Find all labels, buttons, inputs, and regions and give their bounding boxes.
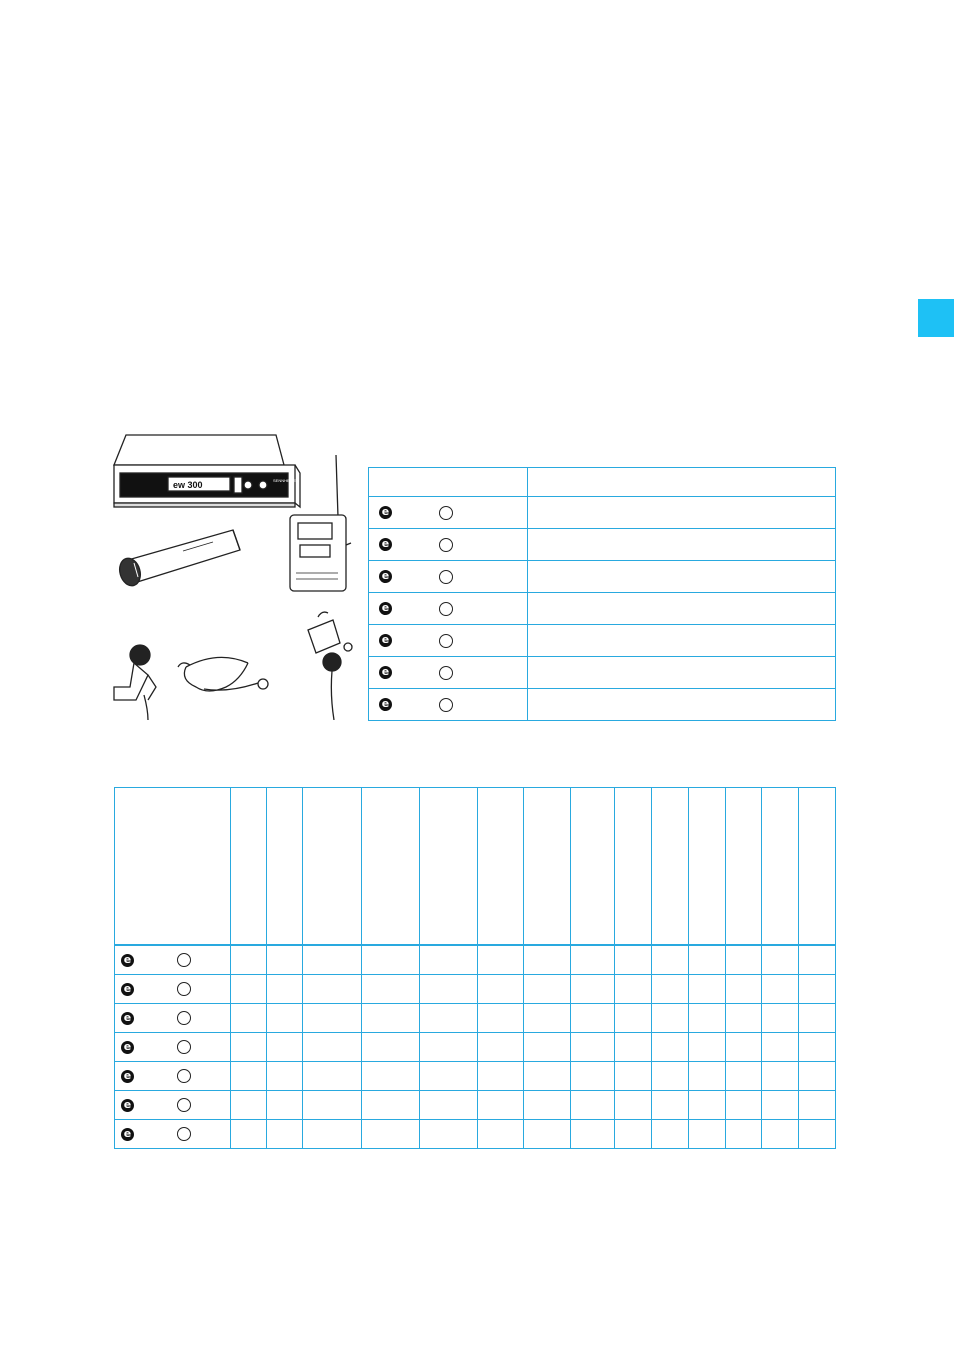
table-cell xyxy=(528,561,836,593)
matrix-cell xyxy=(115,1033,231,1062)
matrix-cell xyxy=(652,1091,688,1120)
table-row xyxy=(369,529,836,561)
table-cell xyxy=(528,497,836,529)
ring-icon xyxy=(177,1127,191,1141)
matrix-header-cell xyxy=(725,788,761,946)
model-mark xyxy=(115,1069,230,1083)
matrix-cell xyxy=(615,1091,652,1120)
matrix-cell xyxy=(688,1062,725,1091)
matrix-cell xyxy=(267,1033,303,1062)
rack-receiver-icon xyxy=(114,435,300,507)
matrix-cell xyxy=(361,1120,420,1149)
matrix-cell xyxy=(570,975,615,1004)
matrix-header-cell xyxy=(477,788,523,946)
model-mark xyxy=(369,538,527,552)
matrix-cell xyxy=(688,1004,725,1033)
e-series-icon: e xyxy=(379,602,392,615)
matrix-cell xyxy=(267,1091,303,1120)
matrix-cell xyxy=(477,1033,523,1062)
model-mark xyxy=(369,634,527,648)
matrix-cell xyxy=(231,1120,267,1149)
matrix-cell xyxy=(570,1004,615,1033)
matrix-cell xyxy=(231,1091,267,1120)
matrix-cell xyxy=(115,945,231,975)
matrix-header-row xyxy=(115,788,836,946)
matrix-cell xyxy=(231,975,267,1004)
matrix-cell xyxy=(798,1062,835,1091)
model-mark xyxy=(115,1040,230,1054)
model-mark xyxy=(369,570,527,584)
e-series-icon: e xyxy=(379,634,392,647)
model-mark xyxy=(115,1011,230,1025)
matrix-cell xyxy=(231,945,267,975)
bodypack-transmitter-icon xyxy=(290,455,351,591)
matrix-cell xyxy=(615,975,652,1004)
table-row xyxy=(115,1091,836,1120)
matrix-cell xyxy=(725,975,761,1004)
matrix-cell xyxy=(688,945,725,975)
table-row xyxy=(369,593,836,625)
matrix-cell xyxy=(688,975,725,1004)
table-row xyxy=(369,657,836,689)
ring-icon xyxy=(177,1011,191,1025)
matrix-cell xyxy=(477,1120,523,1149)
product-illustration xyxy=(108,425,358,720)
matrix-cell xyxy=(761,1120,798,1149)
matrix-cell xyxy=(798,975,835,1004)
matrix-cell xyxy=(523,1091,570,1120)
matrix-cell xyxy=(652,1033,688,1062)
matrix-cell xyxy=(523,1033,570,1062)
matrix-cell xyxy=(303,975,362,1004)
matrix-cell xyxy=(652,945,688,975)
matrix-cell xyxy=(361,945,420,975)
matrix-cell xyxy=(688,1091,725,1120)
matrix-cell xyxy=(652,1120,688,1149)
e-series-icon: e xyxy=(121,1128,134,1141)
matrix-cell xyxy=(231,1033,267,1062)
table-cell xyxy=(528,593,836,625)
matrix-cell xyxy=(420,1033,478,1062)
matrix-cell xyxy=(761,1062,798,1091)
model-mark xyxy=(369,666,527,680)
ring-icon xyxy=(177,982,191,996)
ring-icon xyxy=(177,1069,191,1083)
ring-icon xyxy=(439,602,453,616)
table-cell xyxy=(369,529,528,561)
handheld-microphone-icon xyxy=(117,530,240,588)
lavalier-microphone-icon xyxy=(308,612,352,720)
matrix-header-cell xyxy=(361,788,420,946)
matrix-cell xyxy=(477,945,523,975)
matrix-cell xyxy=(725,1062,761,1091)
matrix-cell xyxy=(523,1062,570,1091)
e-series-icon: e xyxy=(121,983,134,996)
matrix-header-cell xyxy=(303,788,362,946)
matrix-cell xyxy=(615,1062,652,1091)
matrix-cell xyxy=(761,1033,798,1062)
table-header-cell xyxy=(369,468,528,497)
matrix-cell xyxy=(115,1120,231,1149)
matrix-cell xyxy=(361,1033,420,1062)
ring-icon xyxy=(439,698,453,712)
model-mark xyxy=(369,506,527,520)
e-series-icon: e xyxy=(121,1099,134,1112)
matrix-cell xyxy=(798,1004,835,1033)
matrix-cell xyxy=(303,1091,362,1120)
e-series-icon: e xyxy=(379,666,392,679)
receiver-display-text: ew 300 xyxy=(173,480,203,490)
e-series-icon: e xyxy=(121,1012,134,1025)
table-row xyxy=(115,1004,836,1033)
matrix-cell xyxy=(570,945,615,975)
matrix-cell xyxy=(303,1062,362,1091)
matrix-cell xyxy=(303,1004,362,1033)
matrix-cell xyxy=(725,945,761,975)
matrix-cell xyxy=(477,1091,523,1120)
table-cell xyxy=(528,529,836,561)
e-series-icon: e xyxy=(121,1041,134,1054)
matrix-header-cell xyxy=(688,788,725,946)
matrix-header-cell xyxy=(115,788,231,946)
matrix-cell xyxy=(615,945,652,975)
table-cell xyxy=(528,625,836,657)
model-mark xyxy=(369,698,527,712)
matrix-cell xyxy=(523,1004,570,1033)
matrix-cell xyxy=(652,1062,688,1091)
matrix-cell xyxy=(231,1062,267,1091)
matrix-cell xyxy=(725,1004,761,1033)
matrix-cell xyxy=(570,1062,615,1091)
table-cell xyxy=(369,689,528,721)
matrix-cell xyxy=(570,1033,615,1062)
model-mark xyxy=(115,982,230,996)
matrix-cell xyxy=(688,1120,725,1149)
clip-microphone-icon xyxy=(114,645,156,720)
matrix-cell xyxy=(420,1004,478,1033)
matrix-header-cell xyxy=(420,788,478,946)
e-series-icon: e xyxy=(379,538,392,551)
set-overview-table xyxy=(368,467,836,721)
model-mark xyxy=(369,602,527,616)
matrix-cell xyxy=(420,1062,478,1091)
table-cell xyxy=(369,593,528,625)
matrix-cell xyxy=(267,1062,303,1091)
matrix-cell xyxy=(267,975,303,1004)
matrix-header-cell xyxy=(231,788,267,946)
matrix-cell xyxy=(477,1004,523,1033)
table-row xyxy=(369,689,836,721)
table-cell xyxy=(369,625,528,657)
matrix-cell xyxy=(115,1004,231,1033)
matrix-cell xyxy=(231,1004,267,1033)
matrix-cell xyxy=(761,1004,798,1033)
matrix-cell xyxy=(477,1062,523,1091)
matrix-cell xyxy=(361,1091,420,1120)
e-series-icon: e xyxy=(121,1070,134,1083)
matrix-cell xyxy=(115,1062,231,1091)
matrix-cell xyxy=(115,1091,231,1120)
headset-microphone-icon xyxy=(178,657,268,691)
matrix-cell xyxy=(761,975,798,1004)
matrix-cell xyxy=(420,1120,478,1149)
table-row xyxy=(115,975,836,1004)
matrix-cell xyxy=(798,1091,835,1120)
matrix-cell xyxy=(523,945,570,975)
chapter-side-tab xyxy=(918,299,954,337)
matrix-cell xyxy=(361,1062,420,1091)
table-row xyxy=(115,1033,836,1062)
table-row xyxy=(369,625,836,657)
matrix-cell xyxy=(725,1033,761,1062)
matrix-cell xyxy=(303,1033,362,1062)
matrix-header-cell xyxy=(615,788,652,946)
matrix-cell xyxy=(303,1120,362,1149)
matrix-cell xyxy=(303,945,362,975)
e-series-icon: e xyxy=(379,570,392,583)
ring-icon xyxy=(177,1040,191,1054)
table-row xyxy=(369,497,836,529)
matrix-cell xyxy=(798,945,835,975)
matrix-cell xyxy=(688,1033,725,1062)
matrix-header-cell xyxy=(570,788,615,946)
table-row xyxy=(369,561,836,593)
ring-icon xyxy=(439,570,453,584)
ring-icon xyxy=(439,506,453,520)
matrix-cell xyxy=(361,1004,420,1033)
ring-icon xyxy=(439,538,453,552)
ring-icon xyxy=(439,634,453,648)
matrix-header-cell xyxy=(523,788,570,946)
e-series-icon: e xyxy=(379,506,392,519)
e-series-icon: e xyxy=(121,954,134,967)
matrix-cell xyxy=(761,1091,798,1120)
table-header-row xyxy=(369,468,836,497)
ring-icon xyxy=(177,953,191,967)
model-mark xyxy=(115,1098,230,1112)
matrix-cell xyxy=(477,975,523,1004)
ring-icon xyxy=(439,666,453,680)
table-cell xyxy=(528,657,836,689)
matrix-cell xyxy=(652,1004,688,1033)
matrix-cell xyxy=(761,945,798,975)
model-mark xyxy=(115,953,230,967)
table-cell xyxy=(528,689,836,721)
compatibility-matrix xyxy=(114,787,836,1149)
matrix-cell xyxy=(798,1120,835,1149)
ring-icon xyxy=(177,1098,191,1112)
table-row xyxy=(115,945,836,975)
matrix-cell xyxy=(420,945,478,975)
matrix-cell xyxy=(361,975,420,1004)
e-series-icon: e xyxy=(379,698,392,711)
table-cell xyxy=(369,561,528,593)
matrix-cell xyxy=(615,1033,652,1062)
matrix-header-cell xyxy=(761,788,798,946)
matrix-cell xyxy=(267,1120,303,1149)
matrix-header-cell xyxy=(798,788,835,946)
matrix-cell xyxy=(615,1004,652,1033)
matrix-header-cell xyxy=(267,788,303,946)
table-cell xyxy=(369,657,528,689)
matrix-cell xyxy=(523,1120,570,1149)
table-cell xyxy=(369,497,528,529)
receiver-brand-text: SENNHEISER xyxy=(273,478,300,483)
matrix-cell xyxy=(420,975,478,1004)
matrix-cell xyxy=(267,945,303,975)
matrix-cell xyxy=(798,1033,835,1062)
matrix-cell xyxy=(570,1091,615,1120)
matrix-cell xyxy=(420,1091,478,1120)
model-mark xyxy=(115,1127,230,1141)
matrix-cell xyxy=(115,975,231,1004)
matrix-cell xyxy=(570,1120,615,1149)
matrix-cell xyxy=(725,1091,761,1120)
matrix-cell xyxy=(652,975,688,1004)
table-row xyxy=(115,1120,836,1149)
matrix-cell xyxy=(615,1120,652,1149)
matrix-cell xyxy=(725,1120,761,1149)
matrix-header-cell xyxy=(652,788,688,946)
matrix-cell xyxy=(267,1004,303,1033)
table-header-cell xyxy=(528,468,836,497)
table-row xyxy=(115,1062,836,1091)
matrix-cell xyxy=(523,975,570,1004)
